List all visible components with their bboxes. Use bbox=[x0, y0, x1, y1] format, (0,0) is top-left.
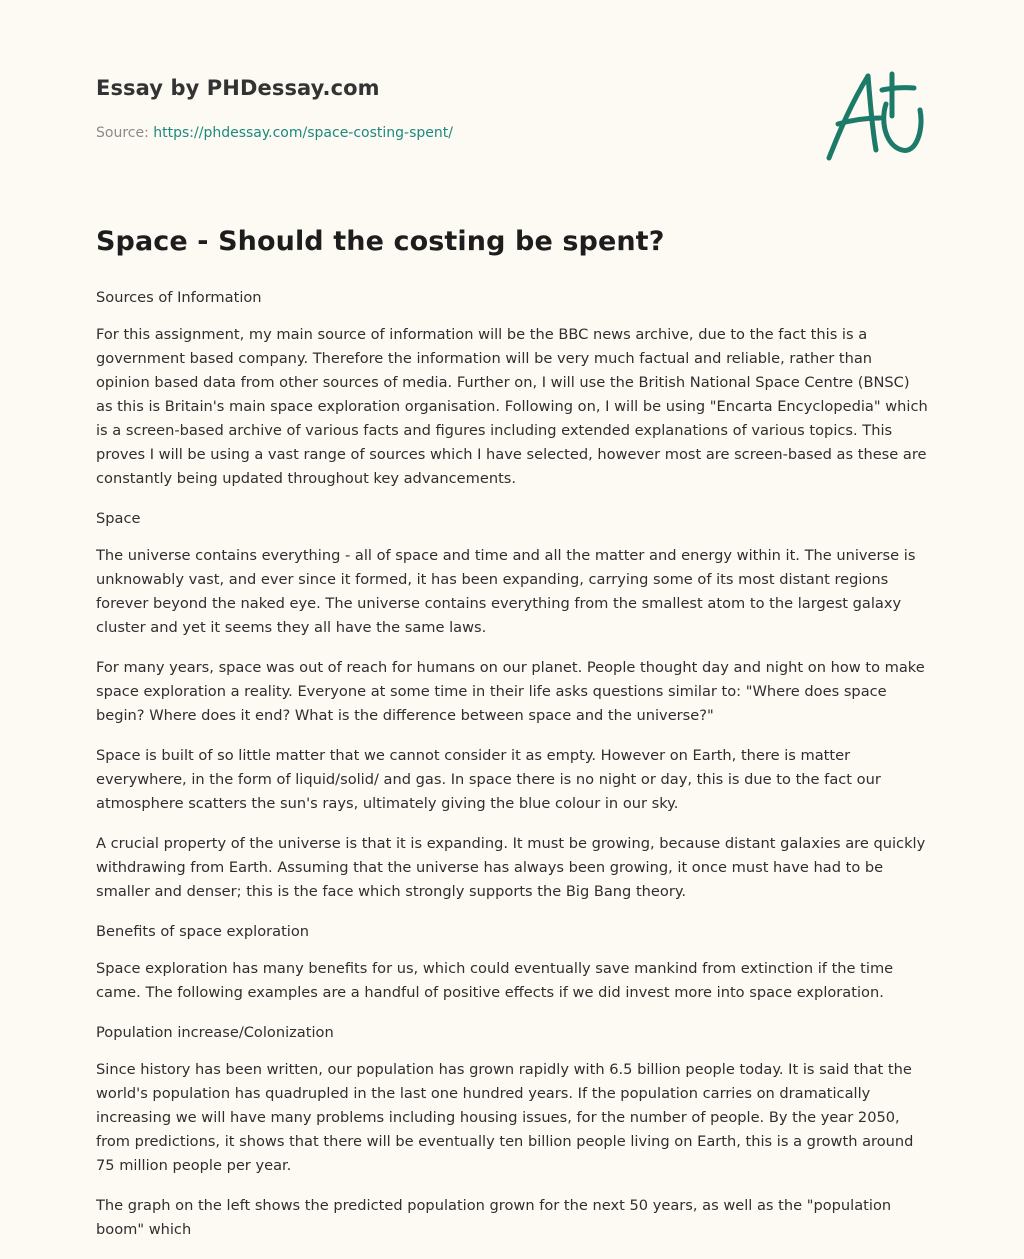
section-heading: Population increase/Colonization bbox=[96, 1024, 334, 1041]
paragraph: For many years, space was out of reach for humans on our planet. People thought day and night on how to make space exploration a reality. Everyone at some time in their life asks questions similar to: "Where does space begin? Where does it end? What is the difference between space and the universe?" bbox=[96, 659, 925, 724]
source-link[interactable]: https://phdessay.com/space-costing-spent/ bbox=[153, 125, 453, 141]
section-heading: Benefits of space exploration bbox=[96, 923, 310, 940]
essay-header bbox=[96, 76, 796, 141]
paragraph: Space exploration has many benefits for us, which could eventually save mankind from extinction if the time came. The following examples are a handful of positive effects if we did invest more into space exploration. bbox=[96, 960, 894, 1001]
essay-body bbox=[96, 286, 928, 1258]
a-plus-logo-icon bbox=[822, 70, 926, 166]
section-heading: Space bbox=[96, 510, 141, 527]
brand-name: Essay by PHDessay.com bbox=[96, 76, 380, 100]
paragraph: Space is built of so little matter that we cannot consider it as empty. However on Earth, there is matter everywhere, in the form of liquid/solid/ and gas. In space there is no night or day, this is due to the fact our atmosphere scatters the sun's rays, ultimately giving the blue colour in our sky. bbox=[96, 747, 881, 812]
essay-title: Space - Should the costing be spent? bbox=[96, 226, 665, 257]
paragraph: For this assignment, my main source of information will be the BBC news archive, due to the fact this is a government based company. Therefore the information will be very much factual and reliable, rather than opinion based data from other sources of media. Further on, I will use the British National Space Centre (BNSC) as this is Britain's main space exploration organisation. Following on, I will be using "Encarta Encyclopedia" which is a screen-based archive of various facts and figures including extended explanations of various topics. This proves I will be using a vast range of sources which I have selected, however most are screen-based as these are constantly being updated throughout key advancements. bbox=[96, 326, 928, 487]
section-heading: Sources of Information bbox=[96, 289, 262, 306]
paragraph: Since history has been written, our population has grown rapidly with 6.5 billion people today. It is said that the world's population has quadrupled in the last one hundred years. If the population carries on dramatically increasing we will have many problems including housing issues, for the number of people. By the year 2050, from predictions, it shows that there will be eventually ten billion people living on Earth, this is a growth around 75 million people per year. bbox=[96, 1061, 914, 1174]
source-label: Source: bbox=[96, 125, 149, 141]
paragraph: A crucial property of the universe is that it is expanding. It must be growing, because distant galaxies are quickly withdrawing from Earth. Assuming that the universe has always been growing, it once must have had to be smaller and denser; this is the face which strongly supports the Big Bang theory. bbox=[96, 835, 926, 900]
paragraph: The universe contains everything - all of space and time and all the matter and energy within it. The universe is unknowably vast, and ever since it formed, it has been expanding, carrying some of its most distant regions forever beyond the naked eye. The universe contains everything from the smallest atom to the largest galaxy cluster and yet it seems they all have the same laws. bbox=[96, 547, 916, 636]
source-line bbox=[96, 125, 796, 141]
paragraph: The graph on the left shows the predicted population grown for the next 50 years, as well as the "population boom" which bbox=[96, 1197, 892, 1238]
